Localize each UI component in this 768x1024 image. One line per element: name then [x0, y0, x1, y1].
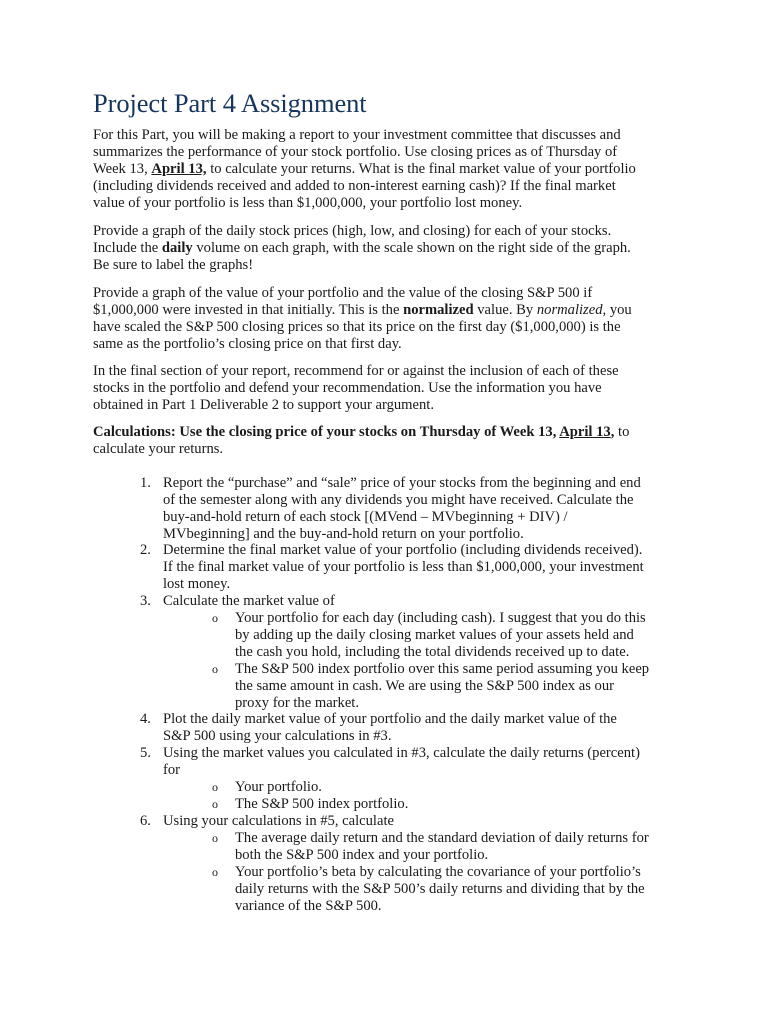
text-line: the same amount in cash. We are using the S&P 500 index as our: [235, 678, 615, 694]
text-line: The S&P 500 index portfolio.: [235, 796, 409, 812]
text-line: S&P 500 using your calculations in #3.: [163, 728, 392, 744]
bullet-icon: o: [212, 797, 218, 811]
bullet-icon: o: [212, 865, 218, 879]
text-line: both the S&P 500 index and your portfolio.: [235, 847, 489, 863]
text-run: volume on each graph, with the scale shown on the right side of the graph.: [192, 240, 631, 256]
sub-item-text: [235, 779, 322, 796]
bullet-icon: o: [212, 780, 218, 794]
list-number: 2.: [140, 542, 151, 558]
text-line: Your portfolio for each day (including cash). I suggest that you do this: [235, 610, 646, 626]
sub-item-text: [235, 796, 408, 813]
page-title: Project Part 4 Assignment: [93, 88, 367, 118]
sub-item-text: [235, 610, 646, 661]
text-run: to: [614, 424, 630, 440]
bold-comma: ,: [610, 424, 615, 440]
list-number: 3.: [140, 593, 151, 609]
text-line: Be sure to label the graphs!: [93, 257, 254, 273]
text-line: Provide a graph of the daily stock prices (high, low, and closing) for each of your stocks.: [93, 223, 612, 239]
text-run: to calculate your returns. What is the final market value of your portfolio: [206, 161, 636, 177]
list-item-text: [163, 813, 394, 830]
text-run: value. By: [473, 302, 537, 318]
date-emphasis: April 13,: [151, 161, 207, 177]
text-line: proxy for the market.: [235, 695, 360, 711]
list-number: 4.: [140, 711, 151, 727]
text-line: the cash you hold, including the total dividends received up to date.: [235, 644, 630, 660]
list-item-text: [163, 542, 644, 593]
bullet-icon: o: [212, 611, 218, 625]
text-line: buy-and-hold return of each stock [(MVend – MVbeginning + DIV) /: [163, 509, 568, 525]
text-line: Report the “purchase” and “sale” price of your stocks from the beginning and end: [163, 475, 641, 491]
text-line: Provide a graph of the value of your portfolio and the value of the closing S&P 500 if: [93, 285, 593, 301]
text-line: Calculate the market value of: [163, 593, 335, 609]
text-line: by adding up the daily closing market values of your assets held and: [235, 627, 634, 643]
text-run: Week 13,: [93, 161, 152, 177]
sub-item-text: [235, 864, 645, 915]
bold-term: normalized: [403, 302, 474, 318]
bullet-icon: o: [212, 662, 218, 676]
bold-heading: Calculations: Use the closing price of your stocks on Thursday of Week 13,: [93, 424, 560, 440]
text-line: variance of the S&P 500.: [235, 898, 382, 914]
text-line: (including dividends received and added to non-interest earning cash)? If the final market: [93, 178, 616, 194]
sub-item-text: [235, 830, 649, 864]
text-line: Your portfolio.: [235, 779, 322, 795]
text-line: Using your calculations in #5, calculate: [163, 813, 394, 829]
text-line: same as the portfolio’s closing price on that first day.: [93, 336, 402, 352]
text-line: Your portfolio’s beta by calculating the covariance of your portfolio’s: [235, 864, 641, 880]
text-line: MVbeginning] and the buy-and-hold return on your portfolio.: [163, 526, 524, 542]
text-line: In the final section of your report, recommend for or against the inclusion of each of these: [93, 363, 619, 379]
list-number: 6.: [140, 813, 151, 829]
text-line: daily returns with the S&P 500’s daily returns and dividing that by the: [235, 881, 645, 897]
text-line: The average daily return and the standard deviation of daily returns for: [235, 830, 649, 846]
text-line: summarizes the performance of your stock portfolio. Use closing prices as of Thursday of: [93, 144, 618, 160]
text-line: have scaled the S&P 500 closing prices so that its price on the first day ($1,000,000) is the: [93, 319, 621, 335]
list-number: 1.: [140, 475, 151, 491]
text-run: Include the: [93, 240, 162, 256]
text-line: calculate your returns.: [93, 441, 224, 457]
text-line: value of your portfolio is less than $1,000,000, your portfolio lost money.: [93, 195, 523, 211]
list-item-text: [163, 593, 335, 610]
text-line: obtained in Part 1 Deliverable 2 to support your argument.: [93, 397, 434, 413]
text-line: lost money.: [163, 576, 231, 592]
text-run: you: [606, 302, 632, 318]
list-item-text: [163, 475, 641, 543]
italic-term: normalized,: [536, 302, 607, 318]
list-number: 5.: [140, 745, 151, 761]
list-item-text: [163, 745, 640, 779]
date-emphasis: April 13: [559, 424, 611, 440]
sub-item-text: [235, 661, 649, 712]
list-item-text: [163, 711, 617, 745]
text-line: for: [163, 762, 181, 778]
text-line: The S&P 500 index portfolio over this same period assuming you keep: [235, 661, 650, 677]
bullet-icon: o: [212, 831, 218, 845]
text-line: of the semester along with any dividends you might have received. Calculate the: [163, 492, 634, 508]
text-line: Determine the final market value of your portfolio (including dividends received).: [163, 542, 643, 558]
text-run: $1,000,000 were invested in that initially. This is the: [93, 302, 404, 318]
text-line: For this Part, you will be making a report to your investment committee that discusses and: [93, 127, 621, 143]
text-line: Plot the daily market value of your portfolio and the daily market value of the: [163, 711, 617, 727]
bold-term: daily: [161, 240, 193, 256]
text-line: stocks in the portfolio and defend your recommendation. Use the information you have: [93, 380, 602, 396]
text-line: Using the market values you calculated in #3, calculate the daily returns (percent): [163, 745, 640, 761]
text-line: If the final market value of your portfolio is less than $1,000,000, your investment: [163, 559, 644, 575]
